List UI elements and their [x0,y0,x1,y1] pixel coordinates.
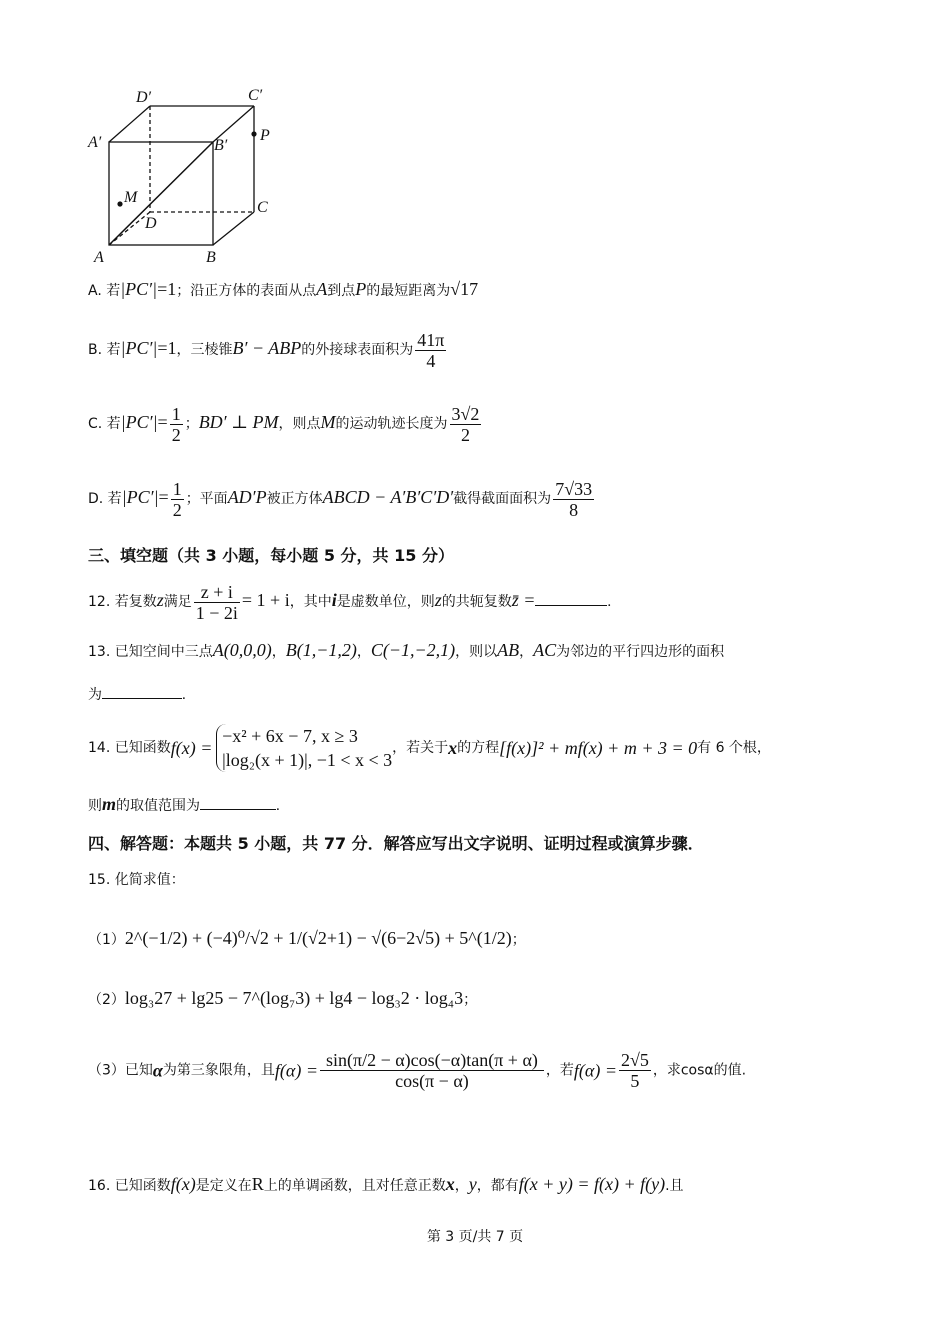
option-b: B. 若|PC′|=1，三棱锥B′ − ABP的外接球表面积为 $\frac{41\pi}{4}$ [88,330,445,371]
option-a: A. 若|PC′|=1；沿正方体的表面从点A到点P的最短距离为√17 [88,279,479,299]
section-3-heading: 三、填空题（共 3 小题，每小题 5 分，共 15 分） [88,546,454,565]
label-Bp: B′ [214,137,228,154]
question-15-title: 15. 化简求值： [88,872,185,888]
label-A: A [94,249,104,266]
cube-figure [82,84,282,269]
question-14-line2: 则m的取值范围为 . [88,794,280,814]
option-d-fraction: $\frac{7√33}{8}$ [555,479,593,520]
option-c-fraction: $\frac{3√2}{2}$ [451,404,480,445]
label-C: C [257,199,268,216]
question-14: 14. 已知函数f(x) = −x² + 6x − 7, x ≥ 3 |log₂(x + 1)|, −1 < x < 3 ，若关于x的方程[f(x)]² + mf(x) + m + 3 = 0有 6 个根， [88,726,771,770]
page-footer: 第 3 页/共 7 页 [426,1229,524,1245]
label-Ap: A′ [88,134,102,151]
label-D: D [145,215,157,232]
label-P: P [260,127,270,144]
option-d: D. 若|PC′|= $\frac{1}{2}$ ；平面AD′P被正方体ABCD − A′B′C′D′截得截面面积为 $\frac{7√33}{8}$ [88,479,593,520]
section-4-heading: 四、解答题：本题共 5 小题，共 77 分．解答应写出文字说明、证明过程或演算步骤． [88,834,704,853]
label-Dp: D′ [136,89,152,106]
question-15-part2: （2）log₃27 + lg25 − 7^(log₇3) + lg4 − log₃2 · log₄3； [88,988,478,1008]
answer-blank[interactable] [102,684,182,699]
f-alpha-fraction: $\frac{\sin(\pi/2 - \alpha)\cos(-\alpha)\tan(\pi + \alpha)}{\cos(\pi - \alpha)}$ [320,1050,544,1091]
question-16: 16. 已知函数f(x)是定义在R上的单调函数，且对任意正数x，y，都有f(x + y) = f(x) + f(y).且 [88,1174,684,1194]
label-B: B [206,249,216,266]
option-c: C. 若|PC′|= $\frac{1}{2}$ ；BD′ ⊥ PM，则点M的运动轨迹长度为 $\frac{3√2}{2}$ [88,404,480,445]
answer-blank[interactable] [200,795,276,810]
question-13: 13. 已知空间中三点A(0,0,0)，B(1,−1,2)，C(−1,−2,1)，则以AB，AC为邻边的平行四边形的面积 [88,640,725,660]
piecewise-cases: −x² + 6x − 7, x ≥ 3 |log₂(x + 1)|, −1 < x < 3 [216,724,392,772]
question-15-part1: （1）2^(−1/2) + (−4)⁰/√2 + 1/(√2+1) − √(6−2√5) + 5^(1/2)； [88,928,526,948]
question-15-part3: （3）已知α为第三象限角，且f(α) = $\frac{\sin(\pi/2 - \alpha)\cos(-\alpha)\tan(\pi + \alpha)}{\cos(\pi - \alpha)}$ ，若f(α) = $\frac{2√5}{5}$ ，求cosα的值. [88,1050,747,1091]
question-12: 12. 若复数z满足 $\frac{z + i}{1 - 2i}$ = 1 + i，其中i是虚数单位，则z的共轭复数z̄ = . [88,582,612,623]
answer-blank[interactable] [535,591,607,606]
option-b-fraction: $\frac{41\pi}{4}$ [417,330,445,371]
label-Cp: C′ [248,87,263,104]
question-13-line2: 为 . [88,684,186,705]
label-M: M [124,189,138,206]
